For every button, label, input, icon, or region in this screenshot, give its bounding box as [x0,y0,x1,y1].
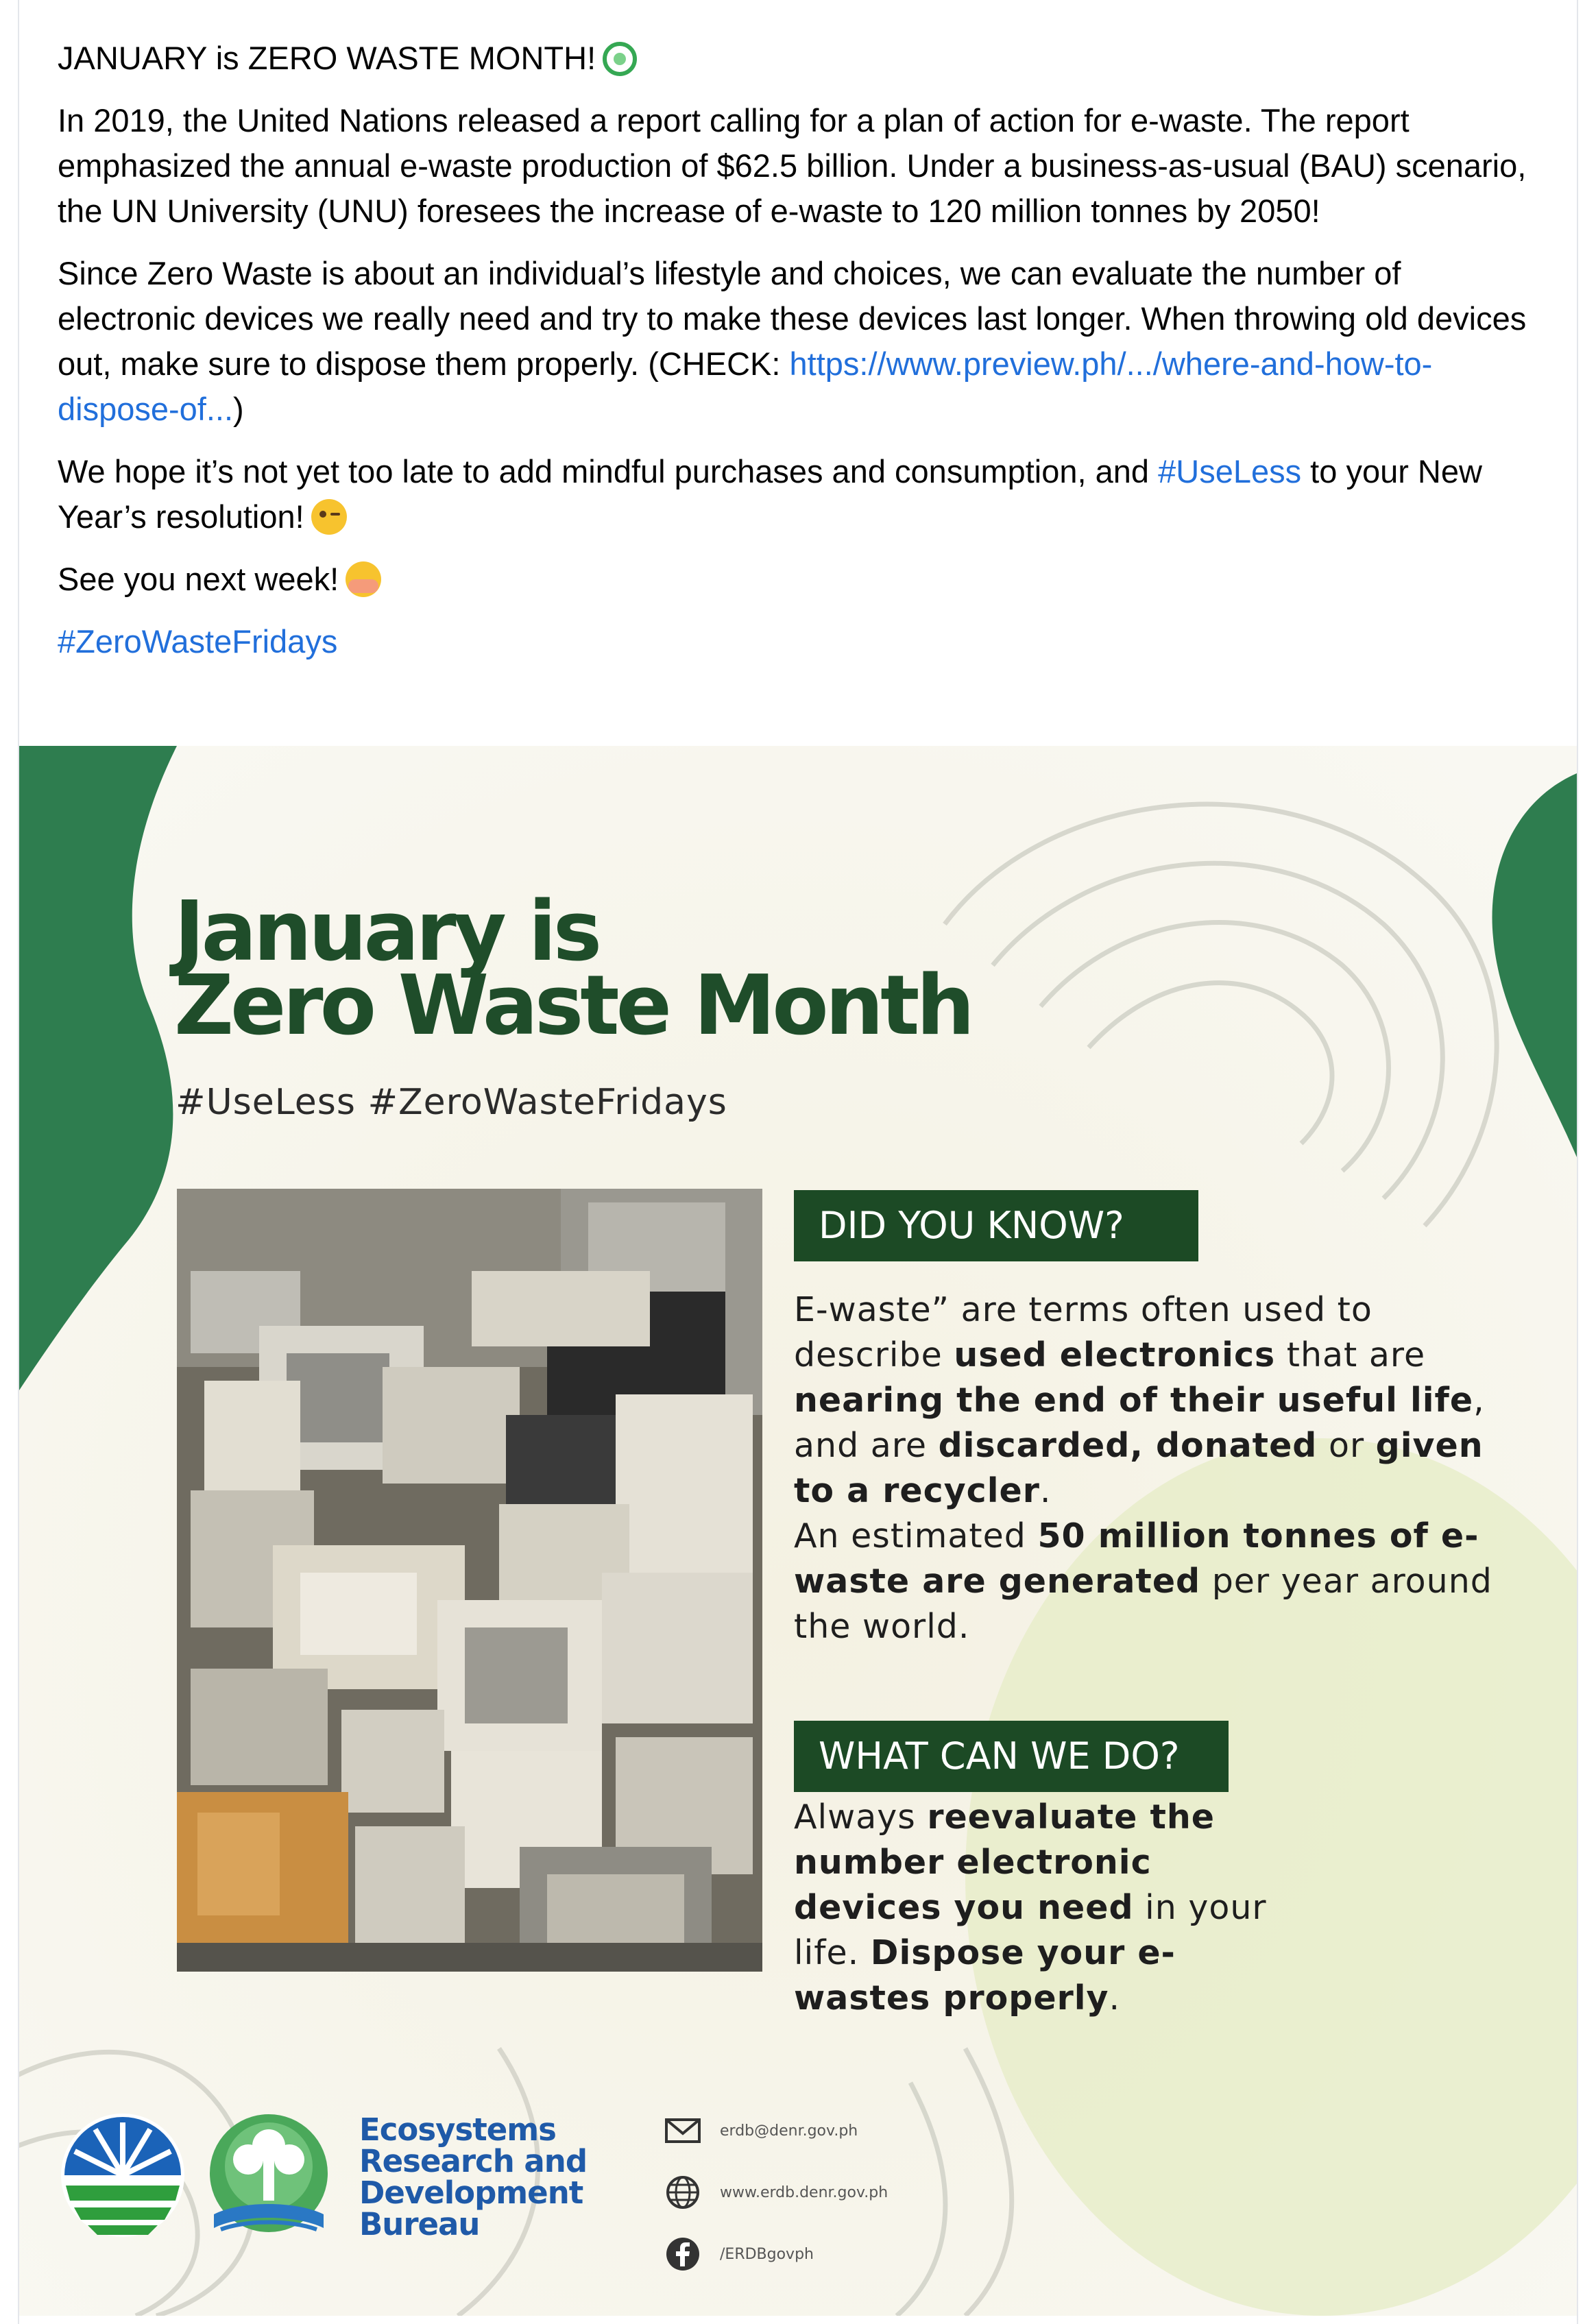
poster-title-line-1: January is [174,884,599,980]
dyk-p1-e: , and are [794,1381,1485,1465]
post-hashtag-line [58,619,1538,664]
dyk-p1-d: nearing the end of their useful life [794,1381,1474,1420]
website-text: www.erdb.denr.gov.ph [720,2183,888,2201]
dyk-p2-b: 50 million tonnes of e-waste are generated [794,1516,1479,1601]
dyk-p1-h: given to a recycler [794,1426,1484,1510]
dyk-p2-a: An estimated [794,1516,1038,1556]
post-paragraph-3 [58,449,1538,540]
wcwd-d: Dispose your e-wastes properly [794,1933,1176,2018]
recycle-emoji-icon [603,42,637,76]
dyk-p1-i: . [1039,1471,1052,1510]
wcwd-a: Always [794,1798,928,1837]
facebook-post-card [18,0,1578,2324]
dyk-p1-g: or [1317,1426,1376,1465]
org-name [359,2111,588,2242]
e-waste-photo [177,1189,762,1972]
dyk-p1-c: that are [1275,1335,1426,1375]
did-you-know-paragraph-1 [794,1287,1493,1514]
poster-image[interactable] [19,746,1577,2316]
dyk-p1-f: discarded, donated [938,1426,1318,1465]
dyk-p2-c: per year around the world. [794,1562,1492,1646]
paragraph-2-text: Since Zero Waste is about an individual’s lifestyle and choices, we can evaluate the number of electronic devices we really need and try to make these devices last longer. When throwing old devices out, make sure to dispose them properly. (CHECK: [58,255,1527,382]
preview-link[interactable]: https://www.preview.ph/.../where-and-how-to-dispose-of... [58,346,1433,427]
email-text: erdb@denr.gov.ph [720,2122,858,2140]
wcwd-b: reevaluate the number electronic devices you need [794,1798,1215,1927]
contact-email[interactable] [664,2110,858,2151]
did-you-know-paragraph-2 [794,1514,1493,1649]
post-text [58,36,1538,681]
post-paragraph-1: In 2019, the United Nations released a report calling for a plan of action for e-waste. The report emphasized the annual e-waste production of $62.5 billion. Under a business-as-usual (BAU) scenario, the UN University (UNU) foresees the increase of e-waste to 120 million tonnes by 2050! [58,102,1527,229]
denr-logo-icon [58,2110,188,2240]
org-name-line-1: Ecosystems [359,2111,556,2148]
globe-icon [664,2173,702,2212]
paragraph-3-end: to your New Year’s resolution! [58,453,1482,535]
dyk-p1-b: used electronics [954,1335,1276,1375]
org-name-line-3: Development [359,2175,583,2211]
contact-facebook[interactable] [664,2234,814,2275]
wcwd-c: in your life. [794,1888,1267,1972]
hugging-face-emoji-icon [346,561,381,597]
post-paragraph-4 [58,557,1538,602]
dyk-p1-a: E-waste” are terms often used to describe [794,1290,1373,1375]
winking-face-emoji-icon [311,499,347,535]
erdb-logo-icon [200,2111,337,2242]
hashtag-zerowastefridays-link[interactable]: #ZeroWasteFridays [58,623,338,659]
post-title-line [58,36,1538,81]
mail-icon [664,2111,702,2150]
did-you-know-heading: DID YOU KNOW? [794,1190,1198,1261]
hashtag-useless-link[interactable]: #UseLess [1158,453,1302,489]
org-name-line-2: Research and [359,2143,588,2179]
org-name-line-4: Bureau [359,2206,480,2242]
post-paragraph-2 [58,251,1538,432]
what-can-we-do-paragraph [794,1795,1274,2021]
wcwd-e: . [1109,1978,1121,2018]
paragraph-2-end: ) [233,391,244,427]
paragraph-4-text: See you next week! [58,561,339,597]
poster-hashtags: #UseLess #ZeroWasteFridays [176,1082,727,1123]
paragraph-3-start: We hope it’s not yet too late to add mindful purchases and consumption, and [58,453,1159,489]
contact-website[interactable] [664,2172,888,2213]
facebook-text: /ERDBgovph [720,2245,814,2263]
post-title: JANUARY is ZERO WASTE MONTH! [58,40,596,76]
poster-title [174,884,1134,1054]
facebook-icon [664,2235,702,2273]
what-can-we-do-heading: WHAT CAN WE DO? [794,1721,1229,1792]
poster-title-line-2: Zero Waste Month [174,958,971,1054]
